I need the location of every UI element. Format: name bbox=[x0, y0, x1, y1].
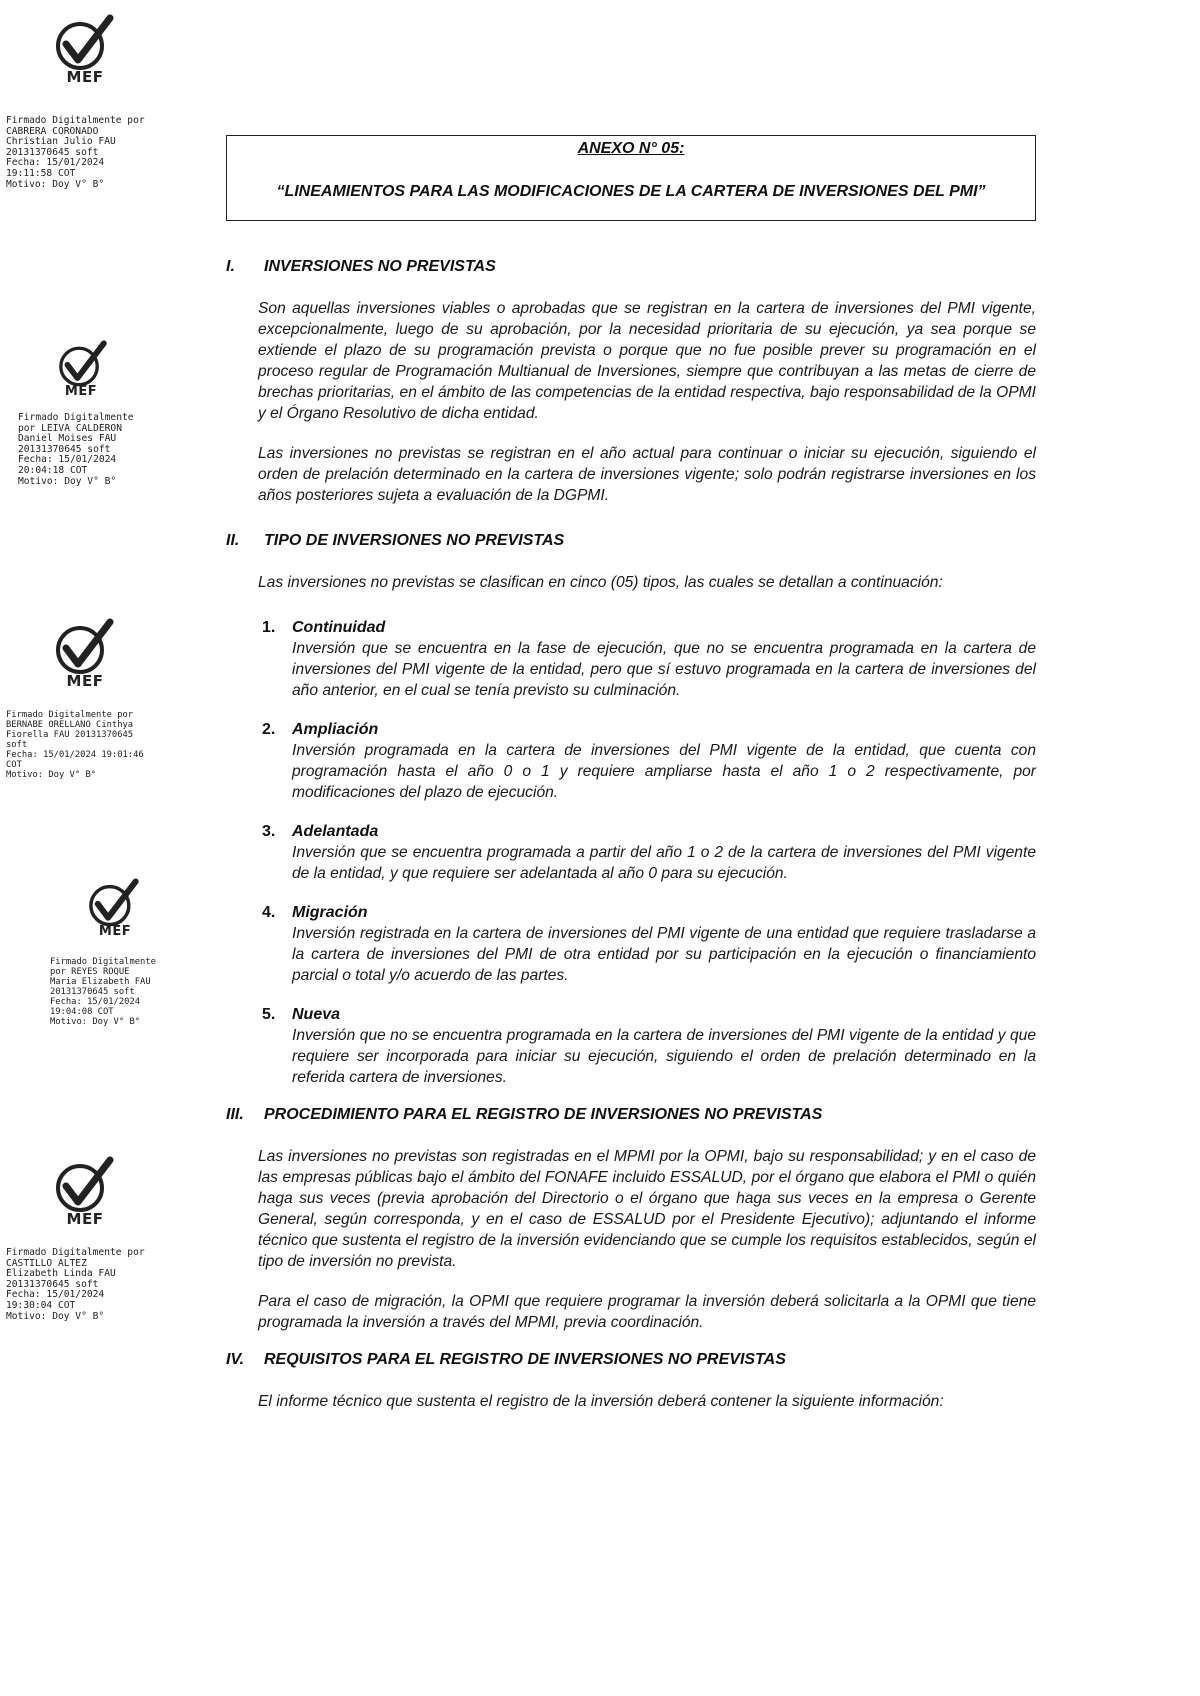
section-heading bbox=[226, 258, 1036, 280]
section-number: IV. bbox=[226, 1351, 245, 1368]
annex-title-box bbox=[226, 135, 1036, 221]
section-2 bbox=[226, 532, 1036, 1088]
mef-logo-text: MEF bbox=[66, 672, 104, 690]
document-body bbox=[226, 258, 1036, 1430]
item-title: Ampliación bbox=[292, 721, 379, 738]
item-title: Migración bbox=[292, 904, 368, 921]
item-number: 2. bbox=[262, 721, 276, 738]
signature-stamp-2 bbox=[18, 340, 188, 487]
paragraph: El informe técnico que sustenta el registro de la inversión deberá contener la siguiente información: bbox=[258, 1393, 944, 1410]
item-description: Inversión que se encuentra en la fase de ejecución, que no se encuentra programada en la cartera de inversiones del PMI vigente de la entidad, pero que sí estuvo programada en la cartera de inversiones del año anterior, en el cual se tenía previsto su culminación. bbox=[292, 640, 1036, 699]
paragraph: Las inversiones no previstas se registran en el año actual para continuar o iniciar su ejecución, siguiendo el orden de prelación determinado en la cartera de inversiones vigente; solo podrán registrarse inversiones en los años posteriores sujeta a evaluación de la DGPMI. bbox=[258, 445, 1036, 504]
item-description: Inversión que no se encuentra programada en la cartera de inversiones del PMI vigente de la entidad y que requiere ser incorporada para iniciar su ejecución, siguiendo el orden de prelación determinado en la referida cartera de inversiones. bbox=[292, 1027, 1036, 1086]
signature-stamp-4 bbox=[50, 878, 220, 1027]
signature-stamp-1 bbox=[6, 14, 176, 190]
item-number: 1. bbox=[262, 619, 276, 636]
section-number: I. bbox=[226, 258, 235, 275]
item-title: Adelantada bbox=[292, 823, 379, 840]
list-item bbox=[262, 821, 1036, 884]
mef-logo-text: MEF bbox=[66, 1210, 104, 1228]
signature-stamp-5 bbox=[6, 1156, 176, 1322]
digital-signature-text: Firmado Digitalmente por LEIVA CALDERON Daniel Moises FAU 20131370645 soft Fecha: 15/01/2024 20:04:18 COT Motivo: Doy V° B° bbox=[18, 412, 134, 487]
digital-signature-text: Firmado Digitalmente por CABRERA CORONADO Christian Julio FAU 20131370645 soft Fecha: 15/01/2024 19:11:58 COT Motivo: Doy V° B° bbox=[6, 115, 145, 190]
section-heading bbox=[226, 1106, 1036, 1128]
list-item bbox=[262, 617, 1036, 701]
section-title: REQUISITOS PARA EL REGISTRO DE INVERSIONES NO PREVISTAS bbox=[264, 1351, 786, 1368]
section-3 bbox=[226, 1106, 1036, 1333]
section-title: INVERSIONES NO PREVISTAS bbox=[264, 258, 496, 275]
list-item bbox=[262, 902, 1036, 986]
list-item bbox=[262, 719, 1036, 803]
section-4 bbox=[226, 1351, 1036, 1412]
paragraph: Las inversiones no previstas son registradas en el MPMI por la OPMI, bajo su responsabilidad; y en el caso de las empresas públicas bajo el ámbito del FONAFE incluido ESSALUD, por el órgano que elabora el PMI o quién haga sus veces (previa aprobación del Directorio o el órgano que haga sus veces en la empresa o Gerente General, según corresponda, y en el caso de ESSALUD por el Presidente Ejecutivo); adjuntando el informe técnico que sustenta el registro de la inversión evidenciando que se cumple los requisitos establecidos, según el tipo de inversión no prevista. bbox=[258, 1148, 1036, 1270]
paragraph: Para el caso de migración, la OPMI que requiere programar la inversión deberá solicitarla a la OPMI que tiene programada la inversión a través del MPMI, previa coordinación. bbox=[258, 1293, 1036, 1331]
mef-checkmark-logo-icon bbox=[84, 878, 220, 928]
section-title: TIPO DE INVERSIONES NO PREVISTAS bbox=[264, 532, 565, 549]
mef-logo-text: MEF bbox=[66, 68, 104, 86]
section-title: PROCEDIMIENTO PARA EL REGISTRO DE INVERSIONES NO PREVISTAS bbox=[264, 1106, 823, 1123]
section-number: III. bbox=[226, 1106, 244, 1123]
item-title: Continuidad bbox=[292, 619, 386, 636]
mef-checkmark-logo-icon bbox=[50, 14, 176, 72]
mef-checkmark-logo-icon bbox=[50, 1156, 176, 1214]
mef-logo-text: MEF bbox=[64, 384, 98, 399]
item-number: 4. bbox=[262, 904, 276, 921]
mef-logo-text: MEF bbox=[98, 924, 132, 939]
digital-signature-text: Firmado Digitalmente por REYES ROQUE Maria Elizabeth FAU 20131370645 soft Fecha: 15/01/2024 19:04:08 COT Motivo: Doy V° B° bbox=[50, 957, 156, 1027]
section-1 bbox=[226, 258, 1036, 506]
paragraph: Son aquellas inversiones viables o aprobadas que se registran en la cartera de inversiones del PMI vigente, excepcionalmente, luego de su aprobación, por la necesidad prioritaria de su ejecución, ya sea porque se extiende el plazo de su programación prevista o porque que no fue posible prever su programación en el proceso regular de Programación Multianual de Inversiones, siempre que contribuyan a las metas de cierre de brechas prioritarias, en el ámbito de las competencias de la entidad respectiva, bajo responsabilidad de la OPMI y el Órgano Resolutivo de dicha entidad. bbox=[258, 300, 1036, 422]
digital-signature-text: Firmado Digitalmente por CASTILLO ALTEZ Elizabeth Linda FAU 20131370645 soft Fecha: 15/01/2024 19:30:04 COT Motivo: Doy V° B° bbox=[6, 1247, 145, 1322]
item-description: Inversión programada en la cartera de inversiones del PMI vigente de la entidad, que cuenta con programación hasta el año 0 o 1 y requiere ampliarse hasta el año 1 o 2 respectivamente, por modificaciones del plazo de ejecución. bbox=[292, 742, 1036, 801]
section-heading bbox=[226, 1351, 1036, 1373]
list-item bbox=[262, 1004, 1036, 1088]
paragraph: Las inversiones no previstas se clasifican en cinco (05) tipos, las cuales se detallan a continuación: bbox=[258, 574, 943, 591]
item-description: Inversión registrada en la cartera de inversiones del PMI vigente de una entidad que requiere trasladarse a la cartera de inversiones del PMI de otra entidad por su participación en la ejecución o financiamiento parcial o total y/o acuerdo de las partes. bbox=[292, 925, 1036, 984]
section-heading bbox=[226, 532, 1036, 554]
mef-checkmark-logo-icon bbox=[50, 618, 176, 676]
item-description: Inversión que se encuentra programada a partir del año 1 o 2 de la cartera de inversiones del PMI vigente de la entidad, y que requiere ser adelantada al año 0 para su ejecución. bbox=[292, 844, 1036, 882]
item-number: 3. bbox=[262, 823, 276, 840]
annex-title: “LINEAMIENTOS PARA LAS MODIFICACIONES DE LA CARTERA DE INVERSIONES DEL PMI” bbox=[276, 183, 986, 200]
signature-stamp-3 bbox=[6, 618, 176, 780]
digital-signature-text: Firmado Digitalmente por BERNABE ORELLANO Cinthya Fiorella FAU 20131370645 soft Fecha: 15/01/2024 19:01:46 COT Motivo: Doy V° B° bbox=[6, 710, 144, 780]
annex-number: ANEXO N° 05: bbox=[577, 140, 685, 157]
investment-type-list bbox=[262, 617, 1036, 1088]
item-number: 5. bbox=[262, 1006, 276, 1023]
mef-checkmark-logo-icon bbox=[54, 340, 188, 388]
section-number: II. bbox=[226, 532, 240, 549]
item-title: Nueva bbox=[292, 1006, 341, 1023]
